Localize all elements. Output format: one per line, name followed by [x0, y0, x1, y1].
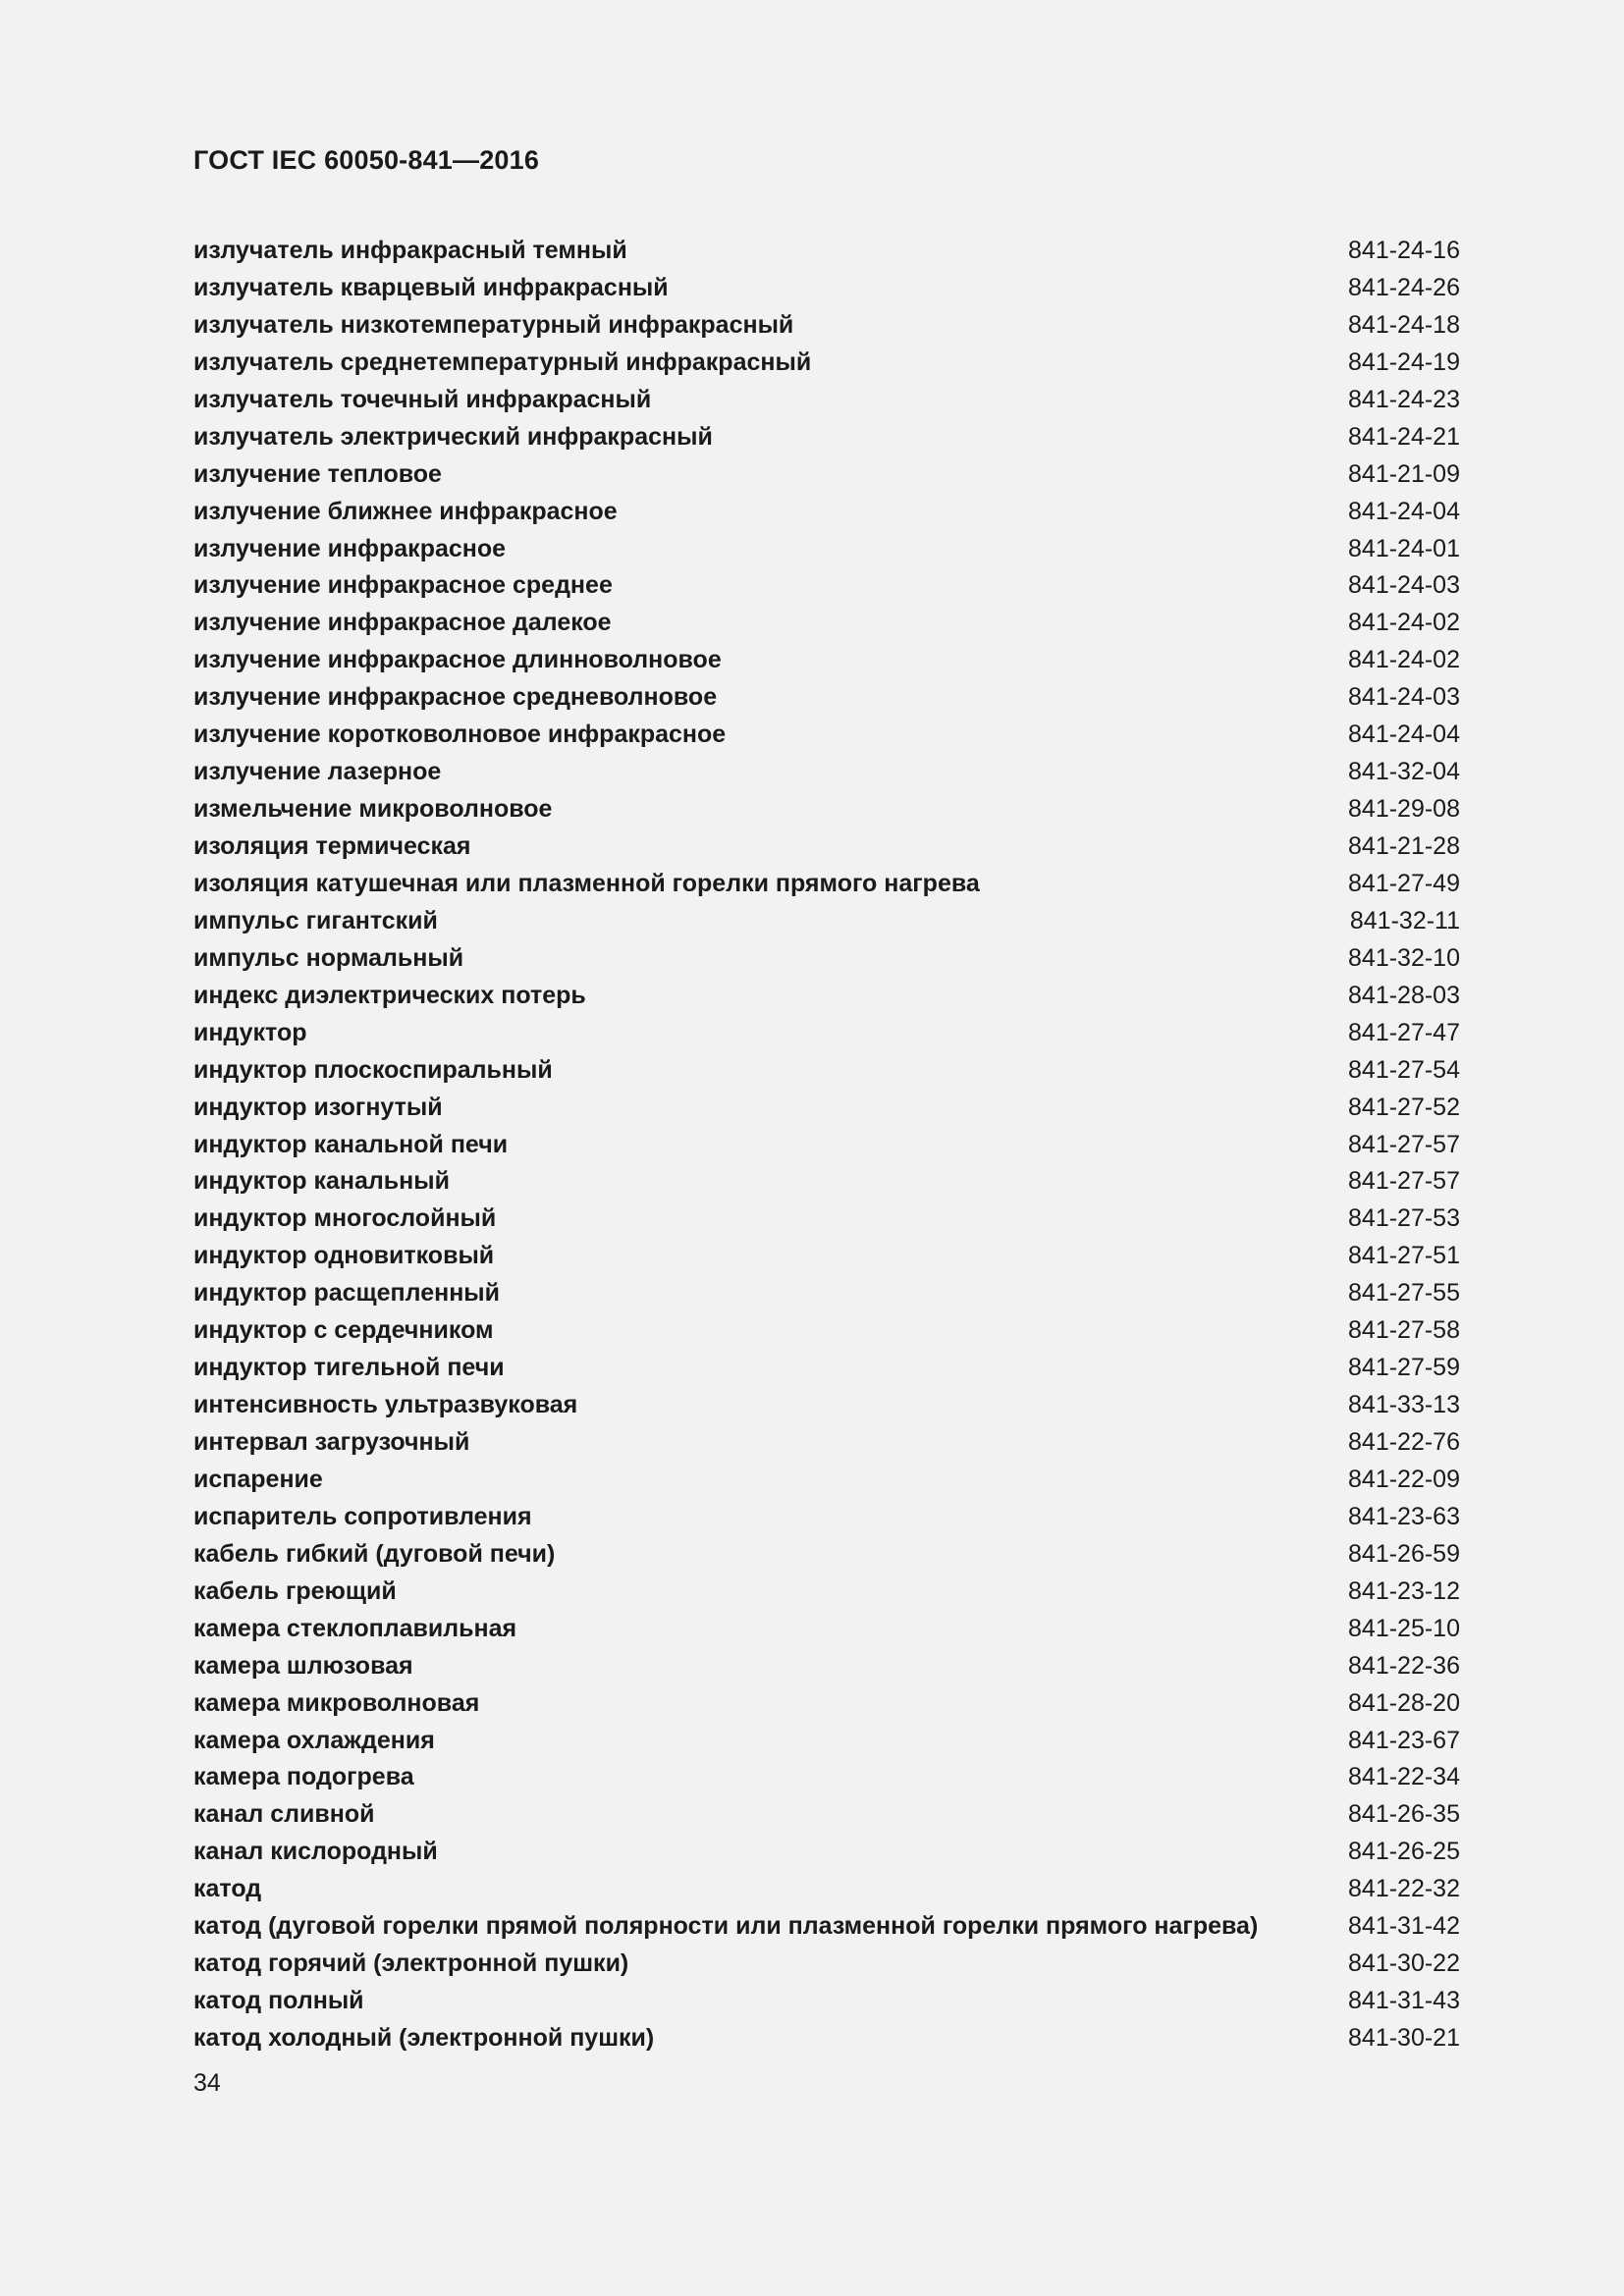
index-term: излучение ближнее инфракрасное — [193, 497, 618, 525]
index-term: индуктор канальный — [193, 1167, 450, 1196]
index-term: камера охлаждения — [193, 1726, 435, 1754]
index-term: излучатель низкотемпературный инфракрасный — [193, 310, 794, 339]
index-term: кабель гибкий (дуговой печи) — [193, 1539, 556, 1568]
index-term: индуктор — [193, 1018, 307, 1046]
index-term: излучатель точечный инфракрасный — [193, 385, 652, 413]
index-term: катод (дуговой горелки прямой полярности или плазменной горелки прямого нагрева) — [193, 1912, 1259, 1941]
index-code: 841-22-34 — [1348, 1763, 1460, 1791]
index-term: излучатель электрический инфракрасный — [193, 422, 713, 451]
index-code: 841-32-10 — [1348, 943, 1460, 972]
index-term: излучатель среднетемпературный инфракрасный — [193, 347, 812, 376]
index-entry — [193, 1648, 1460, 1685]
index-code: 841-32-11 — [1349, 906, 1460, 934]
index-entry — [193, 605, 1460, 642]
index-term: катод полный — [193, 1987, 364, 2015]
index-term: излучатель инфракрасный темный — [193, 237, 627, 264]
index-code: 841-27-51 — [1348, 1242, 1460, 1270]
index-term: индуктор многослойный — [193, 1204, 497, 1233]
index-entry — [193, 1908, 1460, 1946]
index-term: катод — [193, 1875, 262, 1903]
index-term: канал кислородный — [193, 1838, 438, 1866]
index-term: излучение инфракрасное среднее — [193, 571, 613, 600]
index-entry — [193, 978, 1460, 1015]
index-entry — [193, 1350, 1460, 1387]
index-entry — [193, 1685, 1460, 1723]
index-entry — [193, 1723, 1460, 1760]
index-entry — [193, 940, 1460, 978]
index-term: катод холодный (электронной пушки) — [193, 2024, 655, 2052]
index-code: 841-24-02 — [1348, 609, 1460, 637]
index-code: 841-27-47 — [1348, 1018, 1460, 1046]
index-code: 841-25-10 — [1348, 1614, 1460, 1642]
index-term: интенсивность ультразвуковая — [193, 1391, 578, 1419]
index-entry — [193, 567, 1460, 605]
index-code: 841-24-16 — [1348, 237, 1460, 264]
index-term: излучение тепловое — [193, 459, 442, 488]
index-entry — [193, 1387, 1460, 1424]
index-entry — [193, 1238, 1460, 1275]
index-entry — [193, 1796, 1460, 1834]
index-term: испарение — [193, 1465, 323, 1493]
index-code: 841-30-21 — [1348, 2024, 1460, 2052]
index-term: излучение инфракрасное средневолновое — [193, 683, 718, 712]
index-code: 841-23-67 — [1348, 1726, 1460, 1754]
index-entry — [193, 307, 1460, 345]
index-entry — [193, 791, 1460, 828]
index-code: 841-31-42 — [1348, 1912, 1460, 1941]
index-code: 841-26-35 — [1348, 1800, 1460, 1829]
index-code: 841-26-25 — [1348, 1838, 1460, 1866]
index-code: 841-22-32 — [1348, 1875, 1460, 1903]
index-code: 841-32-04 — [1348, 758, 1460, 786]
index-entry — [193, 717, 1460, 754]
index-code: 841-24-03 — [1348, 571, 1460, 600]
index-entry — [193, 419, 1460, 456]
index-code: 841-23-12 — [1348, 1576, 1460, 1605]
index-entry — [193, 1090, 1460, 1127]
index-code: 841-27-54 — [1348, 1055, 1460, 1084]
index-code: 841-24-23 — [1348, 385, 1460, 413]
index-term: импульс гигантский — [193, 906, 438, 934]
index-code: 841-28-03 — [1348, 981, 1460, 1009]
index-term: канал сливной — [193, 1800, 375, 1829]
index-term: изоляция термическая — [193, 832, 471, 860]
index-code: 841-24-18 — [1348, 310, 1460, 339]
index-code: 841-27-59 — [1348, 1354, 1460, 1382]
index-code: 841-21-28 — [1348, 832, 1460, 860]
index-entry — [193, 754, 1460, 791]
index-code: 841-22-36 — [1348, 1651, 1460, 1680]
index-code: 841-24-04 — [1348, 721, 1460, 749]
index-term: изоляция катушечная или плазменной горелки прямого нагрева — [193, 869, 980, 897]
index-entry — [193, 1983, 1460, 2020]
index-term: индуктор изогнутый — [193, 1093, 443, 1121]
index-code: 841-24-02 — [1348, 646, 1460, 674]
index-entry — [193, 1201, 1460, 1238]
index-term: индекс диэлектрических потерь — [193, 981, 586, 1009]
index-entry — [193, 456, 1460, 494]
index-entry — [193, 382, 1460, 419]
index-entry — [193, 1275, 1460, 1312]
index-entry — [193, 1015, 1460, 1052]
index-code: 841-31-43 — [1348, 1987, 1460, 2015]
index-term: излучение инфракрасное — [193, 534, 507, 562]
index-entry — [193, 1052, 1460, 1090]
index-entry — [193, 1312, 1460, 1350]
index-term: индуктор канальной печи — [193, 1130, 509, 1158]
index-code: 841-24-03 — [1348, 683, 1460, 712]
index-term: индуктор с сердечником — [193, 1316, 494, 1345]
index-entry — [193, 1462, 1460, 1499]
index-code: 841-24-26 — [1348, 273, 1460, 301]
index-term: излучение инфракрасное длинноволновое — [193, 646, 722, 674]
index-code: 841-24-19 — [1348, 347, 1460, 376]
index-term: излучение инфракрасное далекое — [193, 609, 612, 637]
index-entry — [193, 1424, 1460, 1462]
index-entry — [193, 345, 1460, 382]
index-code: 841-27-57 — [1348, 1167, 1460, 1196]
index-entry — [193, 903, 1460, 940]
index-entry — [193, 494, 1460, 531]
index-code: 841-27-58 — [1348, 1316, 1460, 1345]
index-entry — [193, 1574, 1460, 1611]
index-term: испаритель сопротивления — [193, 1502, 532, 1530]
index-entry — [193, 1759, 1460, 1796]
index-term: индуктор тигельной печи — [193, 1354, 505, 1382]
index-entry — [193, 2020, 1460, 2057]
index-term: камера стеклоплавильная — [193, 1614, 517, 1642]
index-term: индуктор плоскоспиральный — [193, 1055, 553, 1084]
index-term: индуктор расщепленный — [193, 1279, 501, 1308]
index-term: интервал загрузочный — [193, 1428, 470, 1456]
index-entry — [193, 1163, 1460, 1201]
index-term: импульс нормальный — [193, 943, 464, 972]
index-code: 841-27-49 — [1348, 869, 1460, 897]
index-entry — [193, 270, 1460, 307]
index-entry — [193, 1499, 1460, 1536]
index-term: камера микроволновая — [193, 1688, 480, 1717]
index-code: 841-29-08 — [1348, 795, 1460, 824]
index-entry — [193, 679, 1460, 717]
index-term: излучатель кварцевый инфракрасный — [193, 273, 669, 301]
index-entry — [193, 1871, 1460, 1908]
index-entry — [193, 1127, 1460, 1164]
page-number: 34 — [193, 2069, 221, 2097]
index-code: 841-24-21 — [1348, 422, 1460, 451]
index-code: 841-27-57 — [1348, 1130, 1460, 1158]
index-code: 841-22-76 — [1348, 1428, 1460, 1456]
index-entry — [193, 1611, 1460, 1648]
index-code: 841-26-59 — [1348, 1539, 1460, 1568]
index-entry — [193, 828, 1460, 866]
document-header: ГОСТ IEC 60050-841—2016 — [193, 145, 540, 175]
index-term: катод горячий (электронной пушки) — [193, 1949, 629, 1978]
index-code: 841-22-09 — [1348, 1465, 1460, 1493]
index-term: кабель греющий — [193, 1576, 397, 1605]
index-code: 841-21-09 — [1348, 459, 1460, 488]
index-code: 841-27-53 — [1348, 1204, 1460, 1233]
index-entry — [193, 1536, 1460, 1574]
index-entry — [193, 233, 1460, 270]
index-code: 841-28-20 — [1348, 1688, 1460, 1717]
index-entry — [193, 1834, 1460, 1871]
index-code: 841-24-01 — [1348, 534, 1460, 562]
index-code: 841-27-52 — [1348, 1093, 1460, 1121]
index-code: 841-24-04 — [1348, 497, 1460, 525]
index-term: измельчение микроволновое — [193, 795, 553, 824]
index-code: 841-30-22 — [1348, 1949, 1460, 1978]
index-term: излучение лазерное — [193, 758, 442, 786]
index-code: 841-27-55 — [1348, 1279, 1460, 1308]
index-term: излучение коротковолновое инфракрасное — [193, 721, 727, 749]
term-index-list — [193, 233, 1460, 2057]
index-term: камера подогрева — [193, 1763, 414, 1791]
index-entry — [193, 642, 1460, 679]
index-entry — [193, 1946, 1460, 1983]
index-entry — [193, 531, 1460, 568]
index-code: 841-33-13 — [1348, 1391, 1460, 1419]
index-term: индуктор одновитковый — [193, 1242, 495, 1270]
index-entry — [193, 866, 1460, 903]
index-code: 841-23-63 — [1348, 1502, 1460, 1530]
index-term: камера шлюзовая — [193, 1651, 413, 1680]
